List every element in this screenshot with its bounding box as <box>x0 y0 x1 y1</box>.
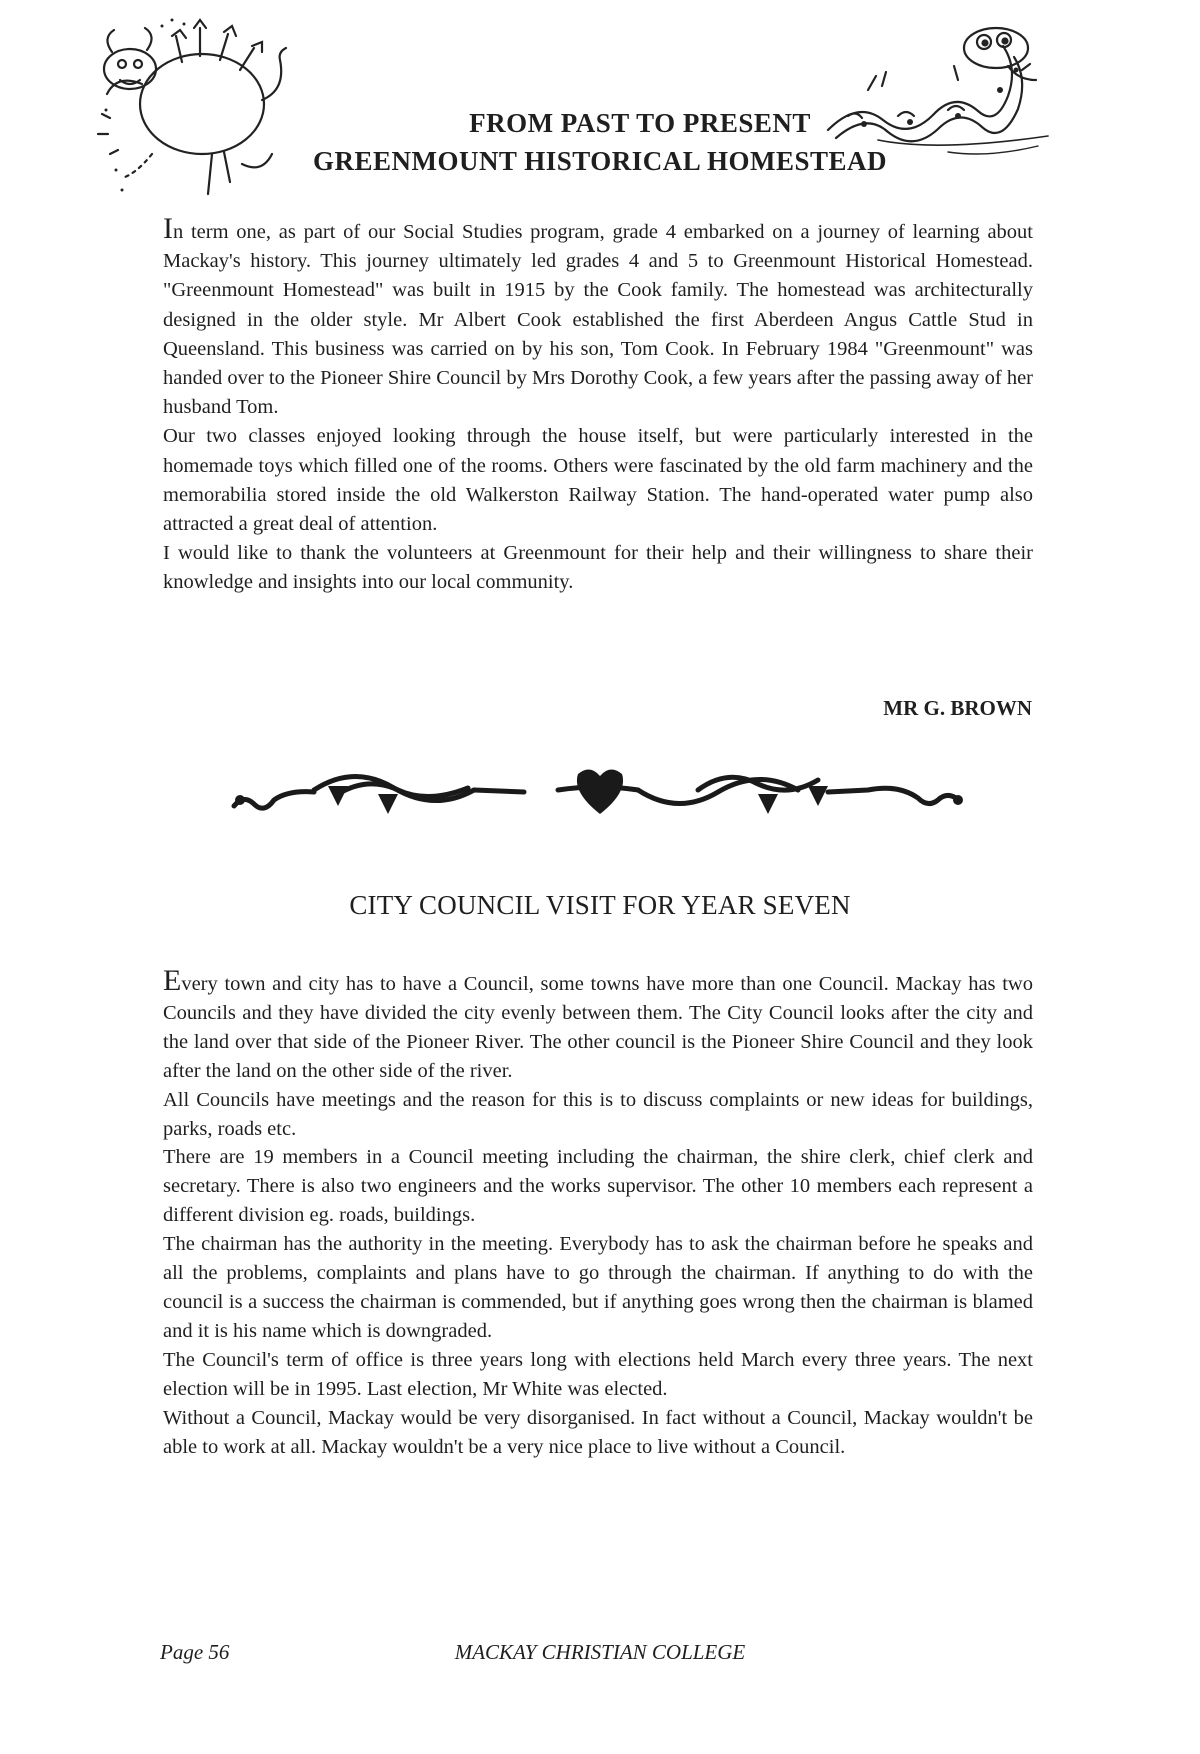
heart-scroll-divider <box>228 760 968 830</box>
paragraph: The chairman has the authority in the meeting. Everybody has to ask the chairman before he speaks and all the problems, complaints and plans have to go through the chairman. If anything to do with the council is a success the chairman is commended, but if anything goes wrong then the chairman is blamed and it is his name which is downgraded. <box>163 1233 1033 1342</box>
article-title-line1: FROM PAST TO PRESENT <box>469 108 811 138</box>
article-body-greenmount <box>163 212 1033 598</box>
drop-cap: E <box>163 964 182 997</box>
paragraph: There are 19 members in a Council meeting including the chairman, the shire clerk, chief clerk and secretary. There is also two engineers and the works supervisor. The other 10 members each represent a different division eg. roads, buildings. <box>163 1146 1033 1227</box>
paragraph: I would like to thank the volunteers at Greenmount for their help and their willingness to share their knowledge and insights into our local community. <box>163 542 1033 594</box>
paragraph: The Council's term of office is three years long with elections held March every three years. The next election will be in 1995. Last election, Mr White was elected. <box>163 1348 1033 1400</box>
article-title-line2: GREENMOUNT HISTORICAL HOMESTEAD <box>312 146 888 176</box>
author-signature: MR G. BROWN <box>883 696 1032 720</box>
paragraph-text: very town and city has to have a Council, some towns have more than one Council. Mackay has two Councils and they have divided the city evenly between them. The City Council looks after the city and the land over that side of the Pioneer River. The other council is the Pioneer Shire Council and they look after the land on the other side of the river. <box>163 973 1033 1082</box>
paragraph: All Councils have meetings and the reason for this is to discuss complaints or new ideas for buildings, parks, roads etc. <box>163 1088 1033 1140</box>
paragraph <box>163 964 1033 1086</box>
college-name: MACKAY CHRISTIAN COLLEGE <box>454 1640 746 1664</box>
paragraph-text: n term one, as part of our Social Studies program, grade 4 embarked on a journey of learning about Mackay's history. This journey ultimately led grades 4 and 5 to Greenmount Historical Homestead. "Greenmount Homestead" was built in 1915 by the Cook family. The homestead was architecturally designed in the older style. Mr Albert Cook established the first Aberdeen Angus Cattle Stud in Queensland. This business was carried on by his son, Tom Cook. In February 1984 "Greenmount" was handed over to the Pioneer Shire Council by Mrs Dorothy Cook, a few years after the passing away of her husband Tom. <box>163 221 1033 419</box>
article-body-city-council <box>163 964 1033 1461</box>
paragraph: Without a Council, Mackay would be very disorganised. In fact without a Council, Mackay wouldn't be able to work at all. Mackay wouldn't be a very nice place to live without a Council. <box>163 1406 1033 1458</box>
paragraph: Our two classes enjoyed looking through the house itself, but were particularly interested in the homemade toys which filled one of the rooms. Others were fascinated by the old farm machinery and the memorabilia stored inside the old Walkerston Railway Station. The hand-operated water pump also attracted a great deal of attention. <box>163 425 1033 536</box>
article-title: CITY COUNCIL VISIT FOR YEAR SEVEN <box>349 890 851 920</box>
paragraph <box>163 212 1033 422</box>
drop-cap: I <box>163 212 173 245</box>
page-number: Page 56 <box>160 1640 230 1664</box>
